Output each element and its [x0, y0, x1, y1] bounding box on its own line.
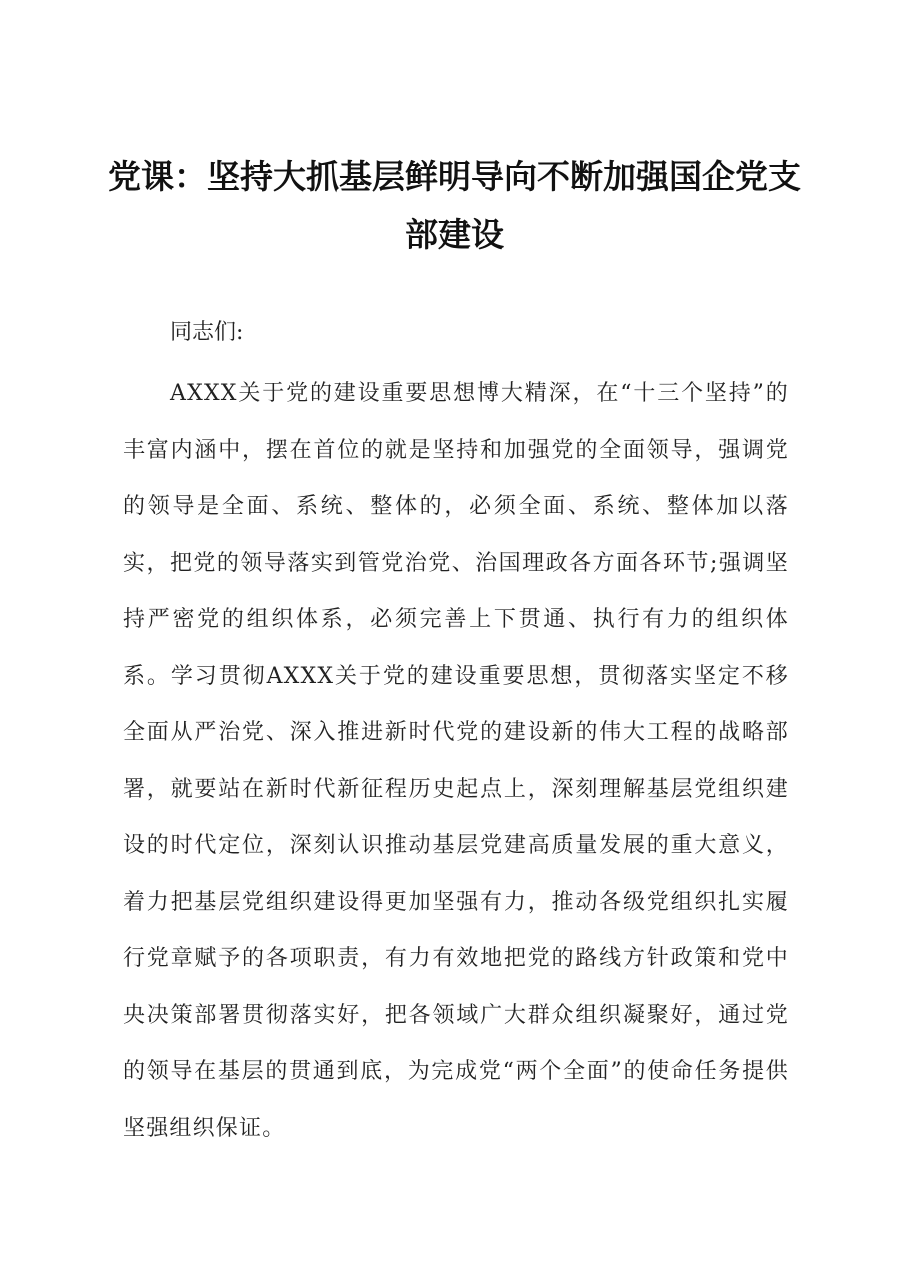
salutation: 同志们: [170, 320, 244, 345]
document-title: 党课：坚持大抓基层鲜明导向不断加强国企党支部建设 [108, 157, 801, 254]
document-body [123, 310, 789, 1157]
body-paragraph: AXXX关于党的建设重要思想博大精深，在“十三个坚持”的丰富内涵中，摆在首位的就是坚持和加强党的全面领导，强调党的领导是全面、系统、整体的，必须全面、系统、整体加以落实，把党的领导落实到管党治党、治国理政各方面各环节;强调坚持严密党的组织体系，必须完善上下贯通、执行有力的组织体系。学习贯彻AXXX关于党的建设重要思想，贯彻落实坚定不移全面从严治党、深入推进新时代党的建设新的伟大工程的战略部署，就要站在新时代新征程历史起点上，深刻理解基层党组织建设的时代定位，深刻认识推动基层党建高质量发展的重大意义，着力把基层党组织建设得更加坚强有力，推动各级党组织扎实履行党章赋予的各项职责，有力有效地把党的路线方针政策和党中央决策部署贯彻落实好，把各领域广大群众组织凝聚好，通过党的领导在基层的贯通到底，为完成党“两个全面”的使命任务提供坚强组织保证。 [123, 381, 789, 1141]
